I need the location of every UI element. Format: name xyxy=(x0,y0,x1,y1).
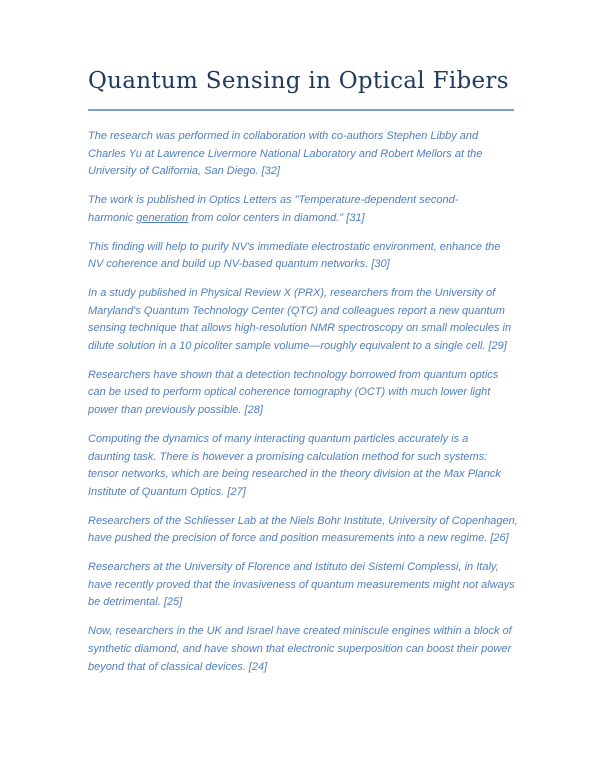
text-line: be detrimental. [25] xyxy=(88,596,183,609)
text-line: dilute solution in a 10 picoliter sample volume—roughly equivalent to a single cell. [29] xyxy=(88,340,507,353)
text-line: In a study published in Physical Review X (PRX), researchers from the University of xyxy=(88,286,496,299)
text-line-with-link xyxy=(88,210,520,228)
paragraph-30 xyxy=(88,239,520,274)
text-line: Researchers have shown that a detection technology borrowed from quantum optics xyxy=(88,368,499,381)
text-line: Computing the dynamics of many interacting quantum particles accurately is a xyxy=(88,432,469,445)
text-fragment: harmonic xyxy=(88,211,137,224)
text-line: Charles Yu at Lawrence Livermore National Laboratory and Robert Mellors at the xyxy=(88,147,483,160)
text-line: Institute of Quantum Optics. [27] xyxy=(88,485,246,498)
text-fragment: from color centers in diamond." [31] xyxy=(188,211,365,224)
text-line: University of California, San Diego. [32] xyxy=(88,165,280,178)
paragraph-28 xyxy=(88,367,520,420)
paragraph-24 xyxy=(88,623,520,676)
paragraph-27 xyxy=(88,431,520,502)
text-line: can be used to perform optical coherence tomography (OCT) with much lower light xyxy=(88,386,491,399)
text-line: power than previously possible. [28] xyxy=(88,404,263,417)
text-line: daunting task. There is however a promising calculation method for such systems: xyxy=(88,450,488,463)
text-line: The work is published in Optics Letters as "Temperature-dependent second- xyxy=(88,194,459,207)
text-line: Maryland's Quantum Technology Center (QTC) and colleagues report a new quantum xyxy=(88,304,505,317)
text-line: Now, researchers in the UK and Israel have created miniscule engines within a block of xyxy=(88,625,512,638)
paragraph-25 xyxy=(88,559,520,612)
text-line: NV coherence and build up NV-based quantum networks. [30] xyxy=(88,258,390,271)
text-line: beyond that of classical devices. [24] xyxy=(88,660,268,673)
text-line: The research was performed in collaboration with co-authors Stephen Libby and xyxy=(88,130,479,142)
generation-link[interactable]: generation xyxy=(136,211,189,224)
paragraph-29 xyxy=(88,285,520,356)
text-line: synthetic diamond, and have shown that electronic superposition can boost their power xyxy=(88,642,512,655)
text-line: Researchers at the University of Florence and Istituto dei Sistemi Complessi, in Italy, xyxy=(88,561,499,574)
document-body xyxy=(88,128,520,687)
text-line: Researchers of the Schliesser Lab at the Niels Bohr Institute, University of Copenhagen, xyxy=(88,514,518,527)
paragraph-26 xyxy=(88,513,520,548)
text-line: This finding will help to purify NV's immediate electrostatic environment, enhance the xyxy=(88,240,501,253)
text-line: have pushed the precision of force and position measurements into a new regime. [26] xyxy=(88,532,509,545)
text-line: sensing technique that allows high-resolution NMR spectroscopy on small molecules in xyxy=(88,322,512,335)
paragraph-32 xyxy=(88,128,520,181)
text-line: tensor networks, which are being researched in the theory division at the Max Planck xyxy=(88,468,501,481)
paragraph-31 xyxy=(88,192,520,227)
title-underline-rule xyxy=(88,109,514,111)
text-line: have recently proved that the invasiveness of quantum measurements might not always xyxy=(88,578,515,591)
page-title: Quantum Sensing in Optical Fibers xyxy=(88,68,509,94)
